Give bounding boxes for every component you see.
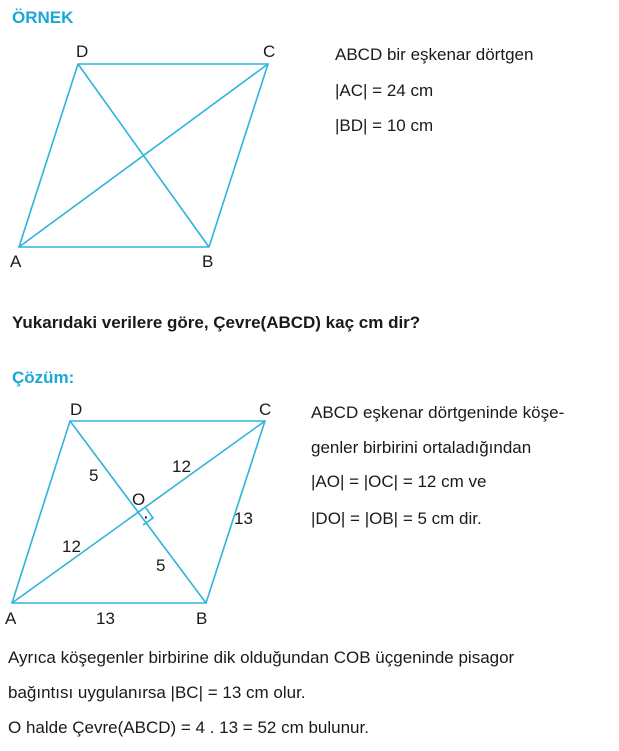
segment-label-ab: 13 [96, 609, 115, 628]
conclusion-line-1: Ayrıca köşegenler birbirine dik olduğundan COB üçgeninde pisagor [8, 648, 515, 667]
example-rhombus-diagram [0, 0, 330, 280]
vertex-label-b: B [202, 252, 214, 271]
question-text: Yukarıdaki verilere göre, Çevre(ABCD) kaç cm dir? [12, 313, 421, 332]
diagonal-bd [70, 421, 206, 603]
segment-label-ob: 5 [156, 556, 166, 575]
example-heading: ÖRNEK [12, 8, 74, 27]
conclusion-line-3: O halde Çevre(ABCD) = 4 . 13 = 52 cm bulunur. [8, 718, 369, 737]
vertex-label-d: D [70, 400, 83, 419]
solution-rhombus-diagram [0, 390, 305, 635]
solution-heading: Çözüm: [12, 368, 75, 387]
vertex-label-c: C [263, 42, 276, 61]
right-angle-dot: · [144, 509, 149, 525]
segment-label-ao: 12 [62, 537, 81, 556]
vertex-label-c: C [259, 400, 272, 419]
segment-label-do: 5 [89, 466, 99, 485]
vertex-label-b: B [196, 609, 208, 628]
explanation-line-1: ABCD eşkenar dörtgeninde köşe- [311, 403, 565, 422]
segment-label-bc: 13 [234, 509, 253, 528]
diagonal-bd [78, 64, 209, 247]
segment-label-oc: 12 [172, 457, 191, 476]
given-line-2: |AC| = 24 cm [335, 81, 434, 100]
given-line-3: |BD| = 10 cm [335, 116, 434, 135]
explanation-line-2: genler birbirini ortaladığından [311, 438, 532, 457]
explanation-line-4: |DO| = |OB| = 5 cm dir. [311, 509, 482, 528]
vertex-label-a: A [10, 252, 22, 271]
explanation-line-3: |AO| = |OC| = 12 cm ve [311, 472, 487, 491]
vertex-label-a: A [5, 609, 17, 628]
vertex-label-o: O [132, 490, 146, 509]
vertex-label-d: D [76, 42, 89, 61]
conclusion-line-2: bağıntısı uygulanırsa |BC| = 13 cm olur. [8, 683, 306, 702]
given-line-1: ABCD bir eşkenar dörtgen [335, 45, 534, 64]
